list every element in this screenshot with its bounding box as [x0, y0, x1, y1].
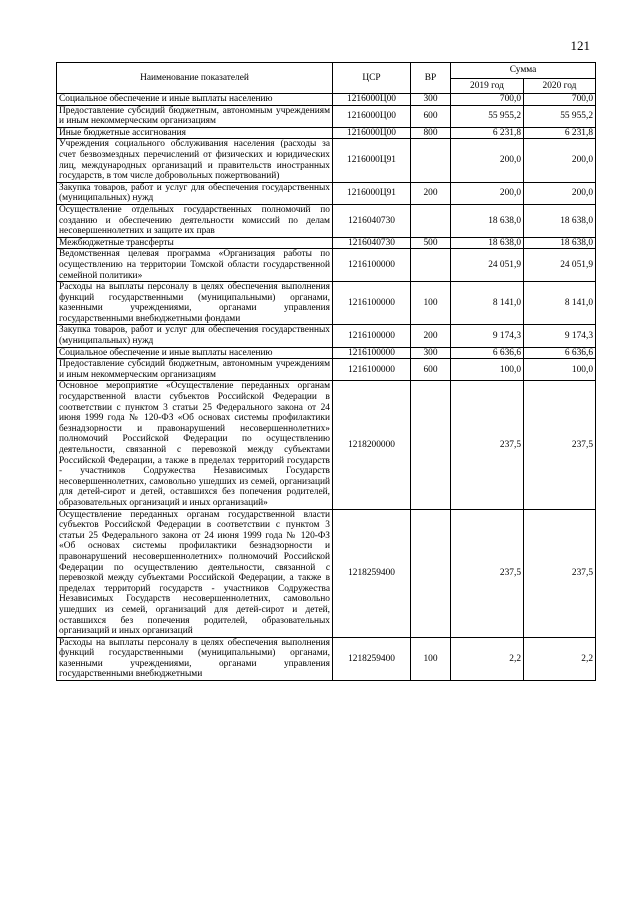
header-csr: ЦСР [333, 63, 411, 94]
table-body [57, 94, 596, 681]
row-value-2020: 200,0 [524, 139, 596, 182]
table-row [57, 282, 596, 325]
row-csr: 1216000Ц91 [333, 182, 411, 204]
header-name: Наименование показателей [57, 63, 333, 94]
row-value-2019: 9 174,3 [451, 325, 524, 347]
row-value-2019: 200,0 [451, 139, 524, 182]
row-name: Осуществление отдельных государственных полномочий по созданию и обеспечению деятельности комиссий по делам несовершеннолетних и защите их прав [57, 204, 333, 237]
row-value-2019: 700,0 [451, 94, 524, 106]
row-vr: 200 [411, 182, 451, 204]
row-value-2020: 9 174,3 [524, 325, 596, 347]
row-value-2019: 24 051,9 [451, 249, 524, 282]
row-vr: 500 [411, 237, 451, 249]
row-value-2019: 55 955,2 [451, 105, 524, 127]
row-value-2019: 18 638,0 [451, 237, 524, 249]
table-row [57, 347, 596, 359]
table-row [57, 359, 596, 381]
row-name: Ведомственная целевая программа «Организация работы по осуществлению на территории Томской области государственной семейной политики» [57, 249, 333, 282]
row-value-2019: 100,0 [451, 359, 524, 381]
row-csr: 1218259400 [333, 637, 411, 680]
row-value-2020: 6 636,6 [524, 347, 596, 359]
row-csr: 1216100000 [333, 359, 411, 381]
table-row [57, 237, 596, 249]
row-value-2019: 2,2 [451, 637, 524, 680]
table-row [57, 127, 596, 139]
row-vr: 300 [411, 347, 451, 359]
row-name: Расходы на выплаты персоналу в целях обеспечения выполнения функций государственными (муниципальными) органами, казенными учреждениями, органами управления государственными внебюджетными [57, 637, 333, 680]
row-name: Социальное обеспечение и иные выплаты населению [57, 94, 333, 106]
table-row [57, 381, 596, 509]
row-vr [411, 204, 451, 237]
row-name: Межбюджетные трансферты [57, 237, 333, 249]
row-csr: 1216000Ц00 [333, 94, 411, 106]
row-value-2020: 18 638,0 [524, 204, 596, 237]
row-csr: 1218200000 [333, 381, 411, 509]
table-row [57, 105, 596, 127]
row-csr: 1216100000 [333, 249, 411, 282]
row-value-2019: 18 638,0 [451, 204, 524, 237]
row-name: Социальное обеспечение и иные выплаты населению [57, 347, 333, 359]
row-vr: 800 [411, 127, 451, 139]
row-vr [411, 509, 451, 637]
budget-table [56, 62, 596, 681]
row-csr: 1216100000 [333, 282, 411, 325]
row-name: Закупка товаров, работ и услуг для обеспечения государственных (муниципальных) нужд [57, 325, 333, 347]
page-number: 121 [570, 38, 590, 53]
header-vr: ВР [411, 63, 451, 94]
header-year-2019: 2019 год [451, 79, 524, 94]
row-csr: 1216100000 [333, 325, 411, 347]
row-value-2020: 24 051,9 [524, 249, 596, 282]
row-vr [411, 381, 451, 509]
table-row [57, 94, 596, 106]
row-value-2020: 237,5 [524, 381, 596, 509]
row-value-2020: 6 231,8 [524, 127, 596, 139]
row-value-2020: 200,0 [524, 182, 596, 204]
row-csr: 1218259400 [333, 509, 411, 637]
row-value-2019: 6 231,8 [451, 127, 524, 139]
table-row [57, 509, 596, 637]
row-name: Основное мероприятие «Осуществление переданных органам государственной власти субъектов Российской Федерации в соответствии с пунктом 3 статьи 25 Федерального закона от 24 июня 1999 года № 120-ФЗ «Об основах системы профилактики безнадзорности и правонарушений несовершеннолетних» полномочий Российской Федерации по осуществлению деятельности, связанной с перевозкой между субъектами Российской Федерации, а также в пределах территорий государств - участников Содружества Независимых Государств несовершеннолетних, самовольно ушедших из семей, организаций для детей-сирот и детей, оставшихся без попечения родителей, образовательных организаций и иных организаций» [57, 381, 333, 509]
row-name: Закупка товаров, работ и услуг для обеспечения государственных (муниципальных) нужд [57, 182, 333, 204]
row-value-2020: 700,0 [524, 94, 596, 106]
row-value-2019: 237,5 [451, 509, 524, 637]
row-vr: 100 [411, 282, 451, 325]
row-vr: 600 [411, 359, 451, 381]
row-value-2020: 18 638,0 [524, 237, 596, 249]
table-row [57, 325, 596, 347]
row-value-2019: 8 141,0 [451, 282, 524, 325]
row-value-2020: 55 955,2 [524, 105, 596, 127]
row-value-2020: 2,2 [524, 637, 596, 680]
row-name: Предоставление субсидий бюджетным, автономным учреждениям и иным некоммерческим организациям [57, 359, 333, 381]
row-vr: 200 [411, 325, 451, 347]
row-name: Иные бюджетные ассигнования [57, 127, 333, 139]
row-value-2020: 237,5 [524, 509, 596, 637]
row-vr: 600 [411, 105, 451, 127]
table-row [57, 204, 596, 237]
row-vr [411, 249, 451, 282]
table-row [57, 637, 596, 680]
header-year-2020: 2020 год [524, 79, 596, 94]
row-csr: 1216000Ц00 [333, 105, 411, 127]
row-vr [411, 139, 451, 182]
row-value-2019: 6 636,6 [451, 347, 524, 359]
table-row [57, 182, 596, 204]
row-value-2020: 8 141,0 [524, 282, 596, 325]
row-value-2019: 200,0 [451, 182, 524, 204]
row-name: Расходы на выплаты персоналу в целях обеспечения выполнения функций государственными (муниципальными) органами, казенными учреждениями, органами управления государственными внебюджетными фондами [57, 282, 333, 325]
row-vr: 100 [411, 637, 451, 680]
table-row [57, 249, 596, 282]
row-name: Предоставление субсидий бюджетным, автономным учреждениям и иным некоммерческим организациям [57, 105, 333, 127]
table-row [57, 139, 596, 182]
row-csr: 1216000Ц91 [333, 139, 411, 182]
row-name: Осуществление переданных органам государственной власти субъектов Российской Федерации в соответствии с пунктом 3 статьи 25 Федерального закона от 24 июня 1999 года № 120-ФЗ «Об основах системы профилактики безнадзорности и правонарушений несовершеннолетних» полномочий Российской Федерации по осуществлению деятельности, связанной с перевозкой между субъектами Российской Федерации, а также в пределах территорий государств - участников Содружества Независимых Государств несовершеннолетних, самовольно ушедших из семей, организаций для детей-сирот и детей, оставшихся без попечения родителей, образовательных организаций и иных организаций [57, 509, 333, 637]
row-vr: 300 [411, 94, 451, 106]
row-csr: 1216040730 [333, 204, 411, 237]
row-csr: 1216000Ц00 [333, 127, 411, 139]
row-csr: 1216040730 [333, 237, 411, 249]
row-csr: 1216100000 [333, 347, 411, 359]
row-value-2019: 237,5 [451, 381, 524, 509]
row-value-2020: 100,0 [524, 359, 596, 381]
header-sum: Сумма [451, 63, 596, 79]
row-name: Учреждения социального обслуживания населения (расходы за счет безвозмездных перечислений от физических и юридических лиц, международных организаций и правительств иностранных государств, в том числе добровольных пожертвований) [57, 139, 333, 182]
